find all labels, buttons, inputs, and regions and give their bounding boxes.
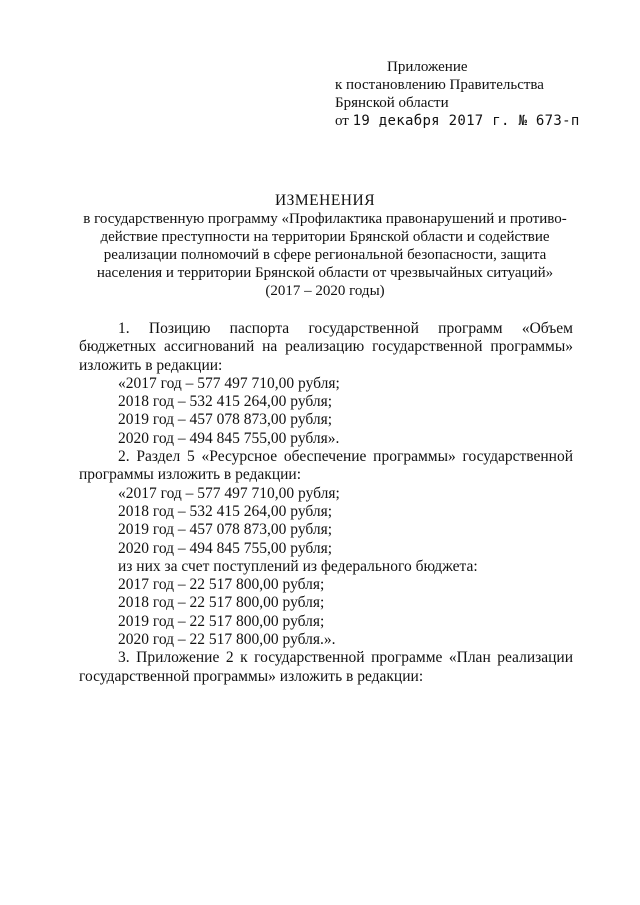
item-2-line: 2019 год – 22 517 800,00 рубля; bbox=[118, 612, 325, 630]
item-2-line: 2018 год – 532 415 264,00 рубля; bbox=[118, 502, 333, 520]
header-line-resolution: к постановлению Правительства bbox=[335, 77, 544, 93]
document-title: ИЗМЕНЕНИЯ bbox=[274, 192, 376, 209]
title-line: в государственную программу «Профилактика правонарушений и противо- bbox=[83, 211, 567, 227]
item-1-line: «2017 год – 577 497 710,00 рубля; bbox=[118, 374, 340, 392]
item-2-line: «2017 год – 577 497 710,00 рубля; bbox=[118, 484, 340, 502]
title-line: действие преступности на территории Брянской области и содействие bbox=[100, 229, 550, 245]
document-title-block bbox=[78, 192, 572, 300]
title-line: (2017 – 2020 годы) bbox=[265, 283, 385, 299]
header-date-value: 19 декабря 2017 г. № 673-п bbox=[352, 113, 580, 129]
item-1-line: 2018 год – 532 415 264,00 рубля; bbox=[118, 393, 333, 411]
item-2-line: 2018 год – 22 517 800,00 рубля; bbox=[118, 594, 325, 612]
item-3-paragraph: 3. Приложение 2 к государственной программе «План реализации государственной программы» изложить в редакции: bbox=[79, 649, 573, 685]
item-1-line: 2019 год – 457 078 873,00 рубля; bbox=[118, 411, 333, 429]
item-2-line: 2017 год – 22 517 800,00 рубля; bbox=[118, 576, 325, 594]
title-line: населения и территории Брянской области от чрезвычайных ситуаций» bbox=[96, 265, 554, 281]
title-line: реализации полномочий в сфере региональной безопасности, защита bbox=[103, 247, 547, 263]
item-2-line: из них за счет поступлений из федерального бюджета: bbox=[118, 557, 478, 575]
item-1-paragraph: 1. Позицию паспорта государственной программ «Объем бюджетных ассигнований на реализацию государственной программы» изложить в редакции: bbox=[79, 320, 573, 374]
header-date-prefix: от bbox=[335, 113, 349, 129]
header-line-appendix: Приложение bbox=[387, 59, 468, 75]
header-line-date bbox=[335, 112, 580, 130]
document-body bbox=[79, 320, 573, 686]
item-2-paragraph: 2. Раздел 5 «Ресурсное обеспечение программы» государственной программы изложить в редакции: bbox=[79, 448, 573, 484]
header-line-region: Брянской области bbox=[335, 95, 449, 111]
appendix-header bbox=[335, 58, 580, 130]
item-1-line: 2020 год – 494 845 755,00 рубля». bbox=[118, 429, 340, 447]
item-2-line: 2020 год – 494 845 755,00 рубля; bbox=[118, 539, 333, 557]
item-2-line: 2019 год – 457 078 873,00 рубля; bbox=[118, 521, 333, 539]
item-2-line: 2020 год – 22 517 800,00 рубля.». bbox=[118, 631, 336, 649]
